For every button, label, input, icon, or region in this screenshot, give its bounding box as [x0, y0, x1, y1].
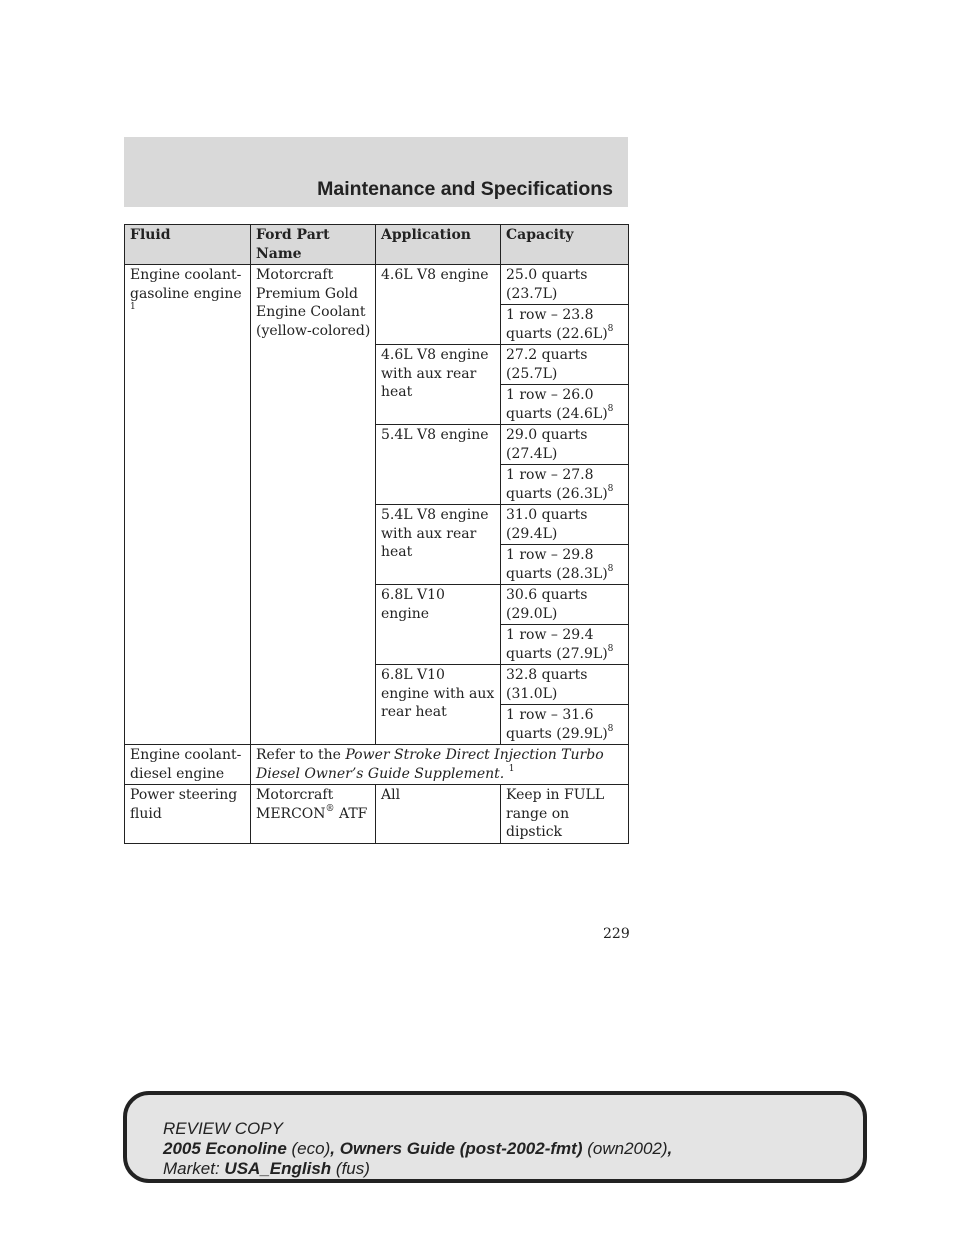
footer-text: [163, 1119, 672, 1179]
table-row: [125, 785, 629, 844]
capacity-value: 1 row – 27.8 quarts (26.3L): [506, 467, 608, 502]
capacity-value: 1 row – 23.8 quarts (22.6L): [506, 307, 608, 342]
table-row: [125, 265, 629, 305]
footer-review-label: REVIEW COPY: [163, 1119, 283, 1138]
capacity-cell: 27.2 quarts (25.7L): [501, 345, 629, 385]
part-name-cell: [251, 785, 376, 844]
footer-guide-line: [163, 1139, 672, 1159]
footer-separator: ,: [330, 1139, 335, 1158]
capacity-cell: [501, 705, 629, 745]
capacity-value: 1 row – 29.4 quarts (27.9L): [506, 627, 608, 662]
application-cell: 4.6L V8 engine: [376, 265, 501, 345]
footnote-marker: 8: [607, 723, 614, 734]
capacity-cell: Keep in FULL range on dipstick: [501, 785, 629, 844]
capacity-value: 1 row – 26.0 quarts (24.6L): [506, 387, 608, 422]
column-header: Application: [376, 225, 501, 265]
refer-cell: [251, 745, 629, 785]
footnote-marker: 8: [607, 403, 614, 414]
page-number: 229: [603, 926, 630, 942]
column-header-label: Ford Part Name: [256, 227, 330, 262]
footer-guide: Owners Guide (post-2002-fmt): [339, 1139, 583, 1158]
review-copy-footer: [123, 1091, 867, 1183]
capacity-value: 1 row – 31.6 quarts (29.9L): [506, 707, 608, 742]
application-cell: All: [376, 785, 501, 844]
fluid-cell: Engine coolant-diesel engine: [125, 745, 251, 785]
column-header: Capacity: [501, 225, 629, 265]
capacity-cell: 25.0 quarts (23.7L): [501, 265, 629, 305]
footer-separator: ,: [667, 1139, 673, 1158]
fluid-name: Engine coolant-gasoline engine: [130, 267, 242, 302]
capacity-cell: [501, 385, 629, 425]
footer-model-code: (eco): [291, 1139, 331, 1158]
capacity-cell: [501, 625, 629, 665]
part-name-brand: MERCON: [256, 805, 326, 822]
application-cell: 6.8L V10 engine: [376, 585, 501, 665]
application-cell: 5.4L V8 engine with aux rear heat: [376, 505, 501, 585]
footer-market-label: Market:: [163, 1159, 220, 1178]
capacity-cell: 32.8 quarts (31.0L): [501, 665, 629, 705]
footnote-marker: 1: [130, 302, 136, 313]
part-name-cell: Motorcraft Premium Gold Engine Coolant (yellow-colored): [251, 265, 376, 745]
column-header: [251, 225, 376, 265]
capacity-cell: 29.0 quarts (27.4L): [501, 425, 629, 465]
capacity-cell: [501, 305, 629, 345]
fluid-capacity-table: [124, 224, 629, 844]
capacity-cell: 31.0 quarts (29.4L): [501, 505, 629, 545]
footer-market-code: (fus): [335, 1159, 370, 1178]
table-header-row: [125, 225, 629, 265]
application-cell: 5.4L V8 engine: [376, 425, 501, 505]
capacity-value: 1 row – 29.8 quarts (28.3L): [506, 547, 608, 582]
capacity-cell: [501, 545, 629, 585]
table-row: [125, 745, 629, 785]
application-cell: 4.6L V8 engine with aux rear heat: [376, 345, 501, 425]
column-header: Fluid: [125, 225, 251, 265]
footnote-marker: 8: [607, 323, 614, 334]
section-title: Maintenance and Specifications: [317, 178, 613, 200]
part-name-suffix: ATF: [339, 805, 368, 822]
capacity-cell: [501, 465, 629, 505]
footnote-marker: 8: [607, 643, 614, 654]
footer-model: 2005 Econoline: [163, 1139, 287, 1158]
capacity-cell: 30.6 quarts (29.0L): [501, 585, 629, 625]
fluid-cell: [125, 265, 251, 745]
part-name-line1: Motorcraft: [256, 787, 334, 803]
section-header-band: [124, 137, 628, 207]
refer-prefix: Refer to the: [256, 747, 341, 763]
footnote-marker: 1: [508, 763, 515, 774]
refer-title: Power Stroke Direct Injection Turbo Diesel Owner’s Guide Supplement.: [256, 747, 604, 782]
footer-market-line: [163, 1159, 672, 1179]
fluid-cell: Power steering fluid: [125, 785, 251, 844]
footer-guide-code: (own2002): [587, 1139, 668, 1158]
application-cell: 6.8L V10 engine with aux rear heat: [376, 665, 501, 745]
registered-mark: ®: [325, 803, 335, 814]
footer-market: USA_English: [224, 1159, 332, 1178]
footnote-marker: 8: [607, 563, 614, 574]
footnote-marker: 8: [607, 483, 614, 494]
